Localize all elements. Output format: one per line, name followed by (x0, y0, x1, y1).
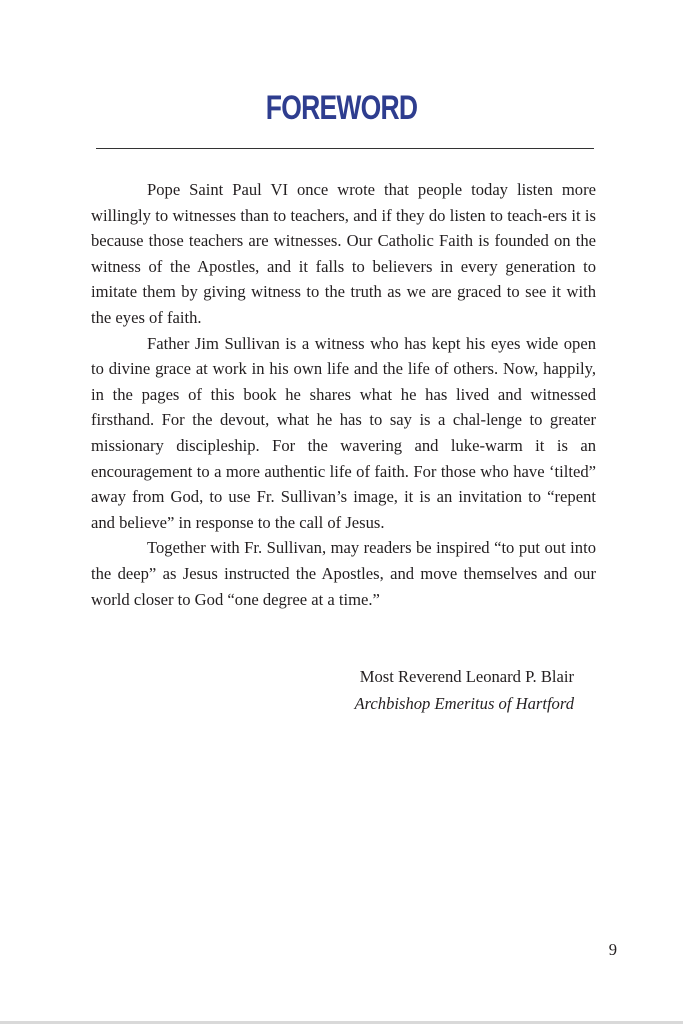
foreword-body (91, 177, 596, 612)
page-number: 9 (608, 940, 617, 959)
paragraph-1: Pope Saint Paul VI once wrote that people today listen more willingly to witnesses than to teachers, and if they do listen to teach-ers it is because those teachers are witnesses. Our Catholic Faith is founded on the witness of the Apostles, and it falls to believers in every generation to imitate them by giving witness to the truth as we are graced to see it with the eyes of faith. (91, 180, 596, 327)
signature-role: Archbishop Emeritus of Hartford (354, 694, 574, 713)
signature-name: Most Reverend Leonard P. Blair (359, 667, 574, 686)
page-title: FOREWORD (265, 89, 418, 127)
paragraph-2: Father Jim Sullivan is a witness who has kept his eyes wide open to divine grace at work in his own life and the life of others. Now, happily, in the pages of this book he shares what he has lived and witnessed firsthand. For the devout, what he has to say is a chal-lenge to greater missionary discipleship. For the wavering and luke-warm it is an encouragement to a more authentic life of faith. For those who have ‘tilted” away from God, to use Fr. Sullivan’s image, it is an invitation to “repent and believe” in response to the call of Jesus. (91, 333, 596, 532)
paragraph-3: Together with Fr. Sullivan, may readers be inspired “to put out into the deep” as Jesus instructed the Apostles, and move themselves and our world closer to God “one degree at a time.” (91, 538, 596, 609)
title-divider (96, 148, 594, 149)
signature-block (354, 663, 574, 717)
